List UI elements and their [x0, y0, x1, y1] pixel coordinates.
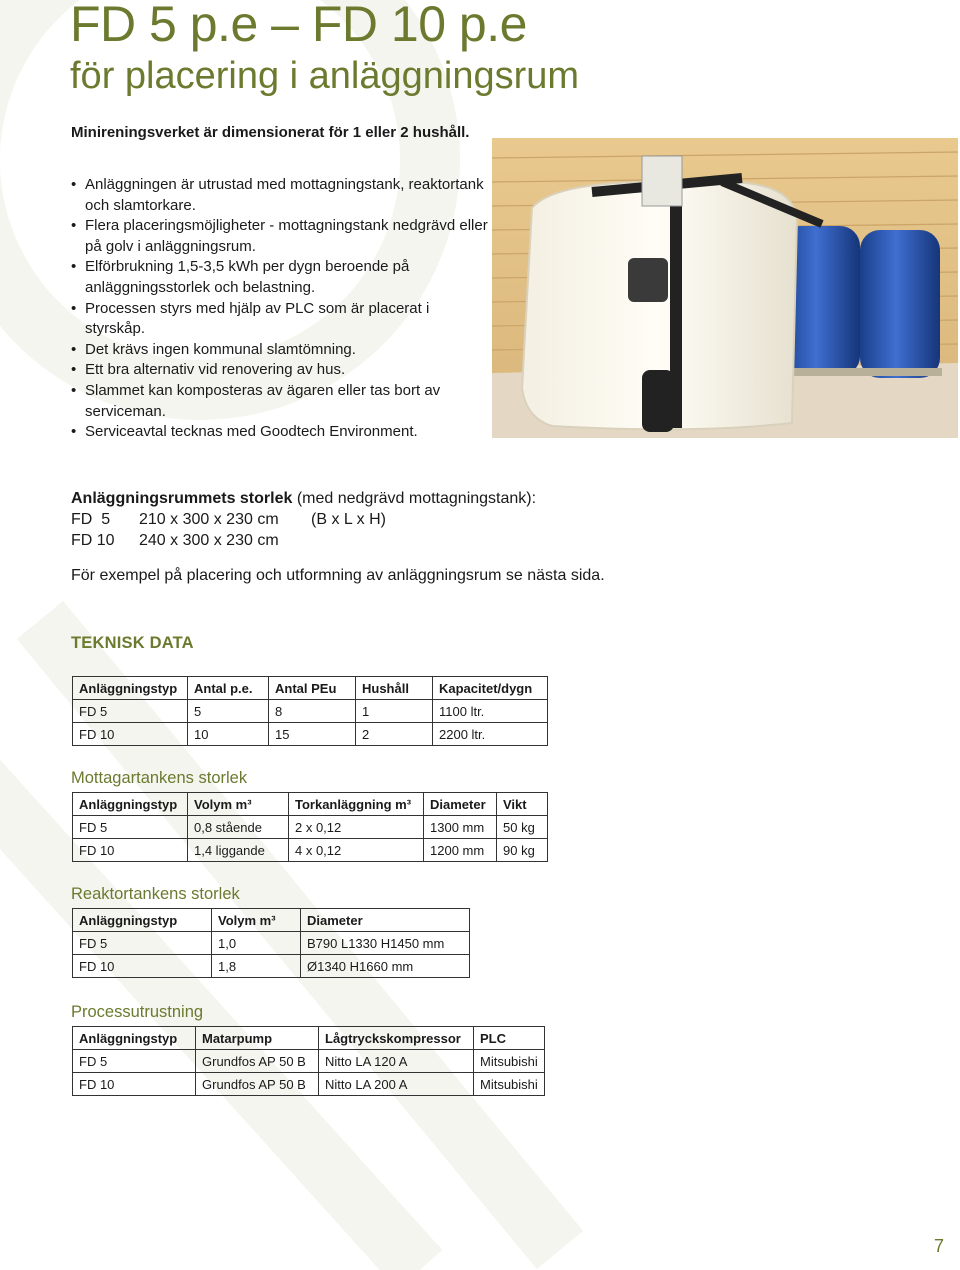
- table-header-row: [73, 1027, 545, 1050]
- table-header-cell: Torkanläggning m³: [289, 793, 424, 816]
- table-cell: Grundfos AP 50 B: [196, 1073, 319, 1096]
- room-heading: Anläggningsrummets storlek: [71, 490, 293, 507]
- table-cell: Nitto LA 200 A: [319, 1073, 474, 1096]
- table-row: [73, 700, 548, 723]
- table-header-cell: PLC: [474, 1027, 545, 1050]
- table-cell: 10: [188, 723, 269, 746]
- table-cell: Mitsubishi: [474, 1073, 545, 1096]
- room-heading-rest: (med nedgrävd mottagningstank):: [292, 490, 537, 507]
- table-cell: 1,0: [212, 932, 301, 955]
- table-cell: 1300 mm: [424, 816, 497, 839]
- table-teknisk-data: [72, 676, 548, 746]
- table-header-cell: Hushåll: [356, 677, 433, 700]
- room-model: FD 5: [71, 511, 111, 528]
- table-cell: 1,4 liggande: [188, 839, 289, 862]
- table-header-cell: Lågtryckskompressor: [319, 1027, 474, 1050]
- table-cell: FD 10: [73, 955, 212, 978]
- list-item: • Flera placeringsmöjligheter - mottagningstank nedgrävd eller på golv i anläggningsrum.: [71, 217, 488, 255]
- table-header-cell: Anläggningstyp: [73, 909, 212, 932]
- table-cell: 2: [356, 723, 433, 746]
- table-processutrustning: [72, 1026, 545, 1096]
- table-cell: 0,8 stående: [188, 816, 289, 839]
- table-header-row: [73, 793, 548, 816]
- room-model: FD 10: [71, 532, 115, 549]
- table-cell: Nitto LA 120 A: [319, 1050, 474, 1073]
- table-cell: 1: [356, 700, 433, 723]
- list-item: • Serviceavtal tecknas med Goodtech Environment.: [71, 423, 418, 441]
- table-header-cell: Kapacitet/dygn: [433, 677, 548, 700]
- room-size: [71, 488, 536, 551]
- intro-text: Minireningsverket är dimensionerat för 1 eller 2 hushåll.: [71, 124, 470, 141]
- table-cell: 2 x 0,12: [289, 816, 424, 839]
- table-cell: 1100 ltr.: [433, 700, 548, 723]
- room-note: (B x L x H): [311, 511, 386, 528]
- table-header-cell: Diameter: [301, 909, 470, 932]
- table-cell: FD 10: [73, 1073, 196, 1096]
- section-heading: Reaktortankens storlek: [71, 885, 240, 903]
- table-header-cell: Antal PEu: [269, 677, 356, 700]
- table-header-row: [73, 677, 548, 700]
- table-cell: FD 5: [73, 932, 212, 955]
- section-heading: TEKNISK DATA: [71, 634, 194, 652]
- page-number: 7: [934, 1236, 945, 1256]
- table-header-cell: Anläggningstyp: [73, 793, 188, 816]
- section-heading: Processutrustning: [71, 1003, 204, 1021]
- table-cell: 90 kg: [497, 839, 548, 862]
- table-cell: 1,8: [212, 955, 301, 978]
- table-row: [73, 723, 548, 746]
- table-row: [73, 839, 548, 862]
- table-header-cell: Anläggningstyp: [73, 677, 188, 700]
- table-header-cell: Volym m³: [188, 793, 289, 816]
- table-cell: 4 x 0,12: [289, 839, 424, 862]
- table-cell: 5: [188, 700, 269, 723]
- table-row: [73, 816, 548, 839]
- example-text: För exempel på placering och utformning av anläggningsrum se nästa sida.: [71, 567, 605, 584]
- room-dims: 210 x 300 x 230 cm: [139, 511, 279, 528]
- table-row: [73, 1073, 545, 1096]
- page-title: FD 5 p.e – FD 10 p.e: [70, 0, 527, 52]
- table-cell: 50 kg: [497, 816, 548, 839]
- table-header-cell: Antal p.e.: [188, 677, 269, 700]
- table-cell: 2200 ltr.: [433, 723, 548, 746]
- table-cell: 1200 mm: [424, 839, 497, 862]
- table-reaktortank: [72, 908, 470, 978]
- table-cell: B790 L1330 H1450 mm: [301, 932, 470, 955]
- table-cell: FD 5: [73, 816, 188, 839]
- table-cell: Ø1340 H1660 mm: [301, 955, 470, 978]
- table-cell: FD 10: [73, 723, 188, 746]
- table-cell: Grundfos AP 50 B: [196, 1050, 319, 1073]
- table-cell: FD 5: [73, 1050, 196, 1073]
- table-row: [73, 955, 470, 978]
- room-dims: 240 x 300 x 230 cm: [139, 532, 279, 549]
- table-cell: FD 10: [73, 839, 188, 862]
- table-cell: FD 5: [73, 700, 188, 723]
- table-cell: 15: [269, 723, 356, 746]
- list-item: • Slammet kan komposteras av ägaren eller tas bort av serviceman.: [71, 381, 441, 420]
- table-row: [73, 1050, 545, 1073]
- feature-list: [71, 175, 491, 443]
- table-header-cell: Matarpump: [196, 1027, 319, 1050]
- table-header-row: [73, 909, 470, 932]
- table-header-cell: Anläggningstyp: [73, 1027, 196, 1050]
- list-item: • Anläggningen är utrustad med mottagningstank, reaktortank och slamtorkare.: [71, 176, 484, 214]
- list-item: • Det krävs ingen kommunal slamtömning.: [71, 340, 356, 358]
- list-item: • Processen styrs med hjälp av PLC som är placerat i styrskåp.: [71, 299, 430, 338]
- list-item: • Elförbrukning 1,5-3,5 kWh per dygn beroende på anläggningsstorlek och belastning.: [71, 258, 410, 296]
- page-subtitle: för placering i anläggningsrum: [70, 55, 580, 97]
- section-heading: Mottagartankens storlek: [71, 769, 248, 787]
- table-header-cell: Volym m³: [212, 909, 301, 932]
- product-photo: [492, 138, 958, 438]
- table-cell: Mitsubishi: [474, 1050, 545, 1073]
- table-header-cell: Diameter: [424, 793, 497, 816]
- table-header-cell: Vikt: [497, 793, 548, 816]
- table-cell: 8: [269, 700, 356, 723]
- table-row: [73, 932, 470, 955]
- table-mottagartank: [72, 792, 548, 862]
- list-item: • Ett bra alternativ vid renovering av hus.: [71, 361, 346, 379]
